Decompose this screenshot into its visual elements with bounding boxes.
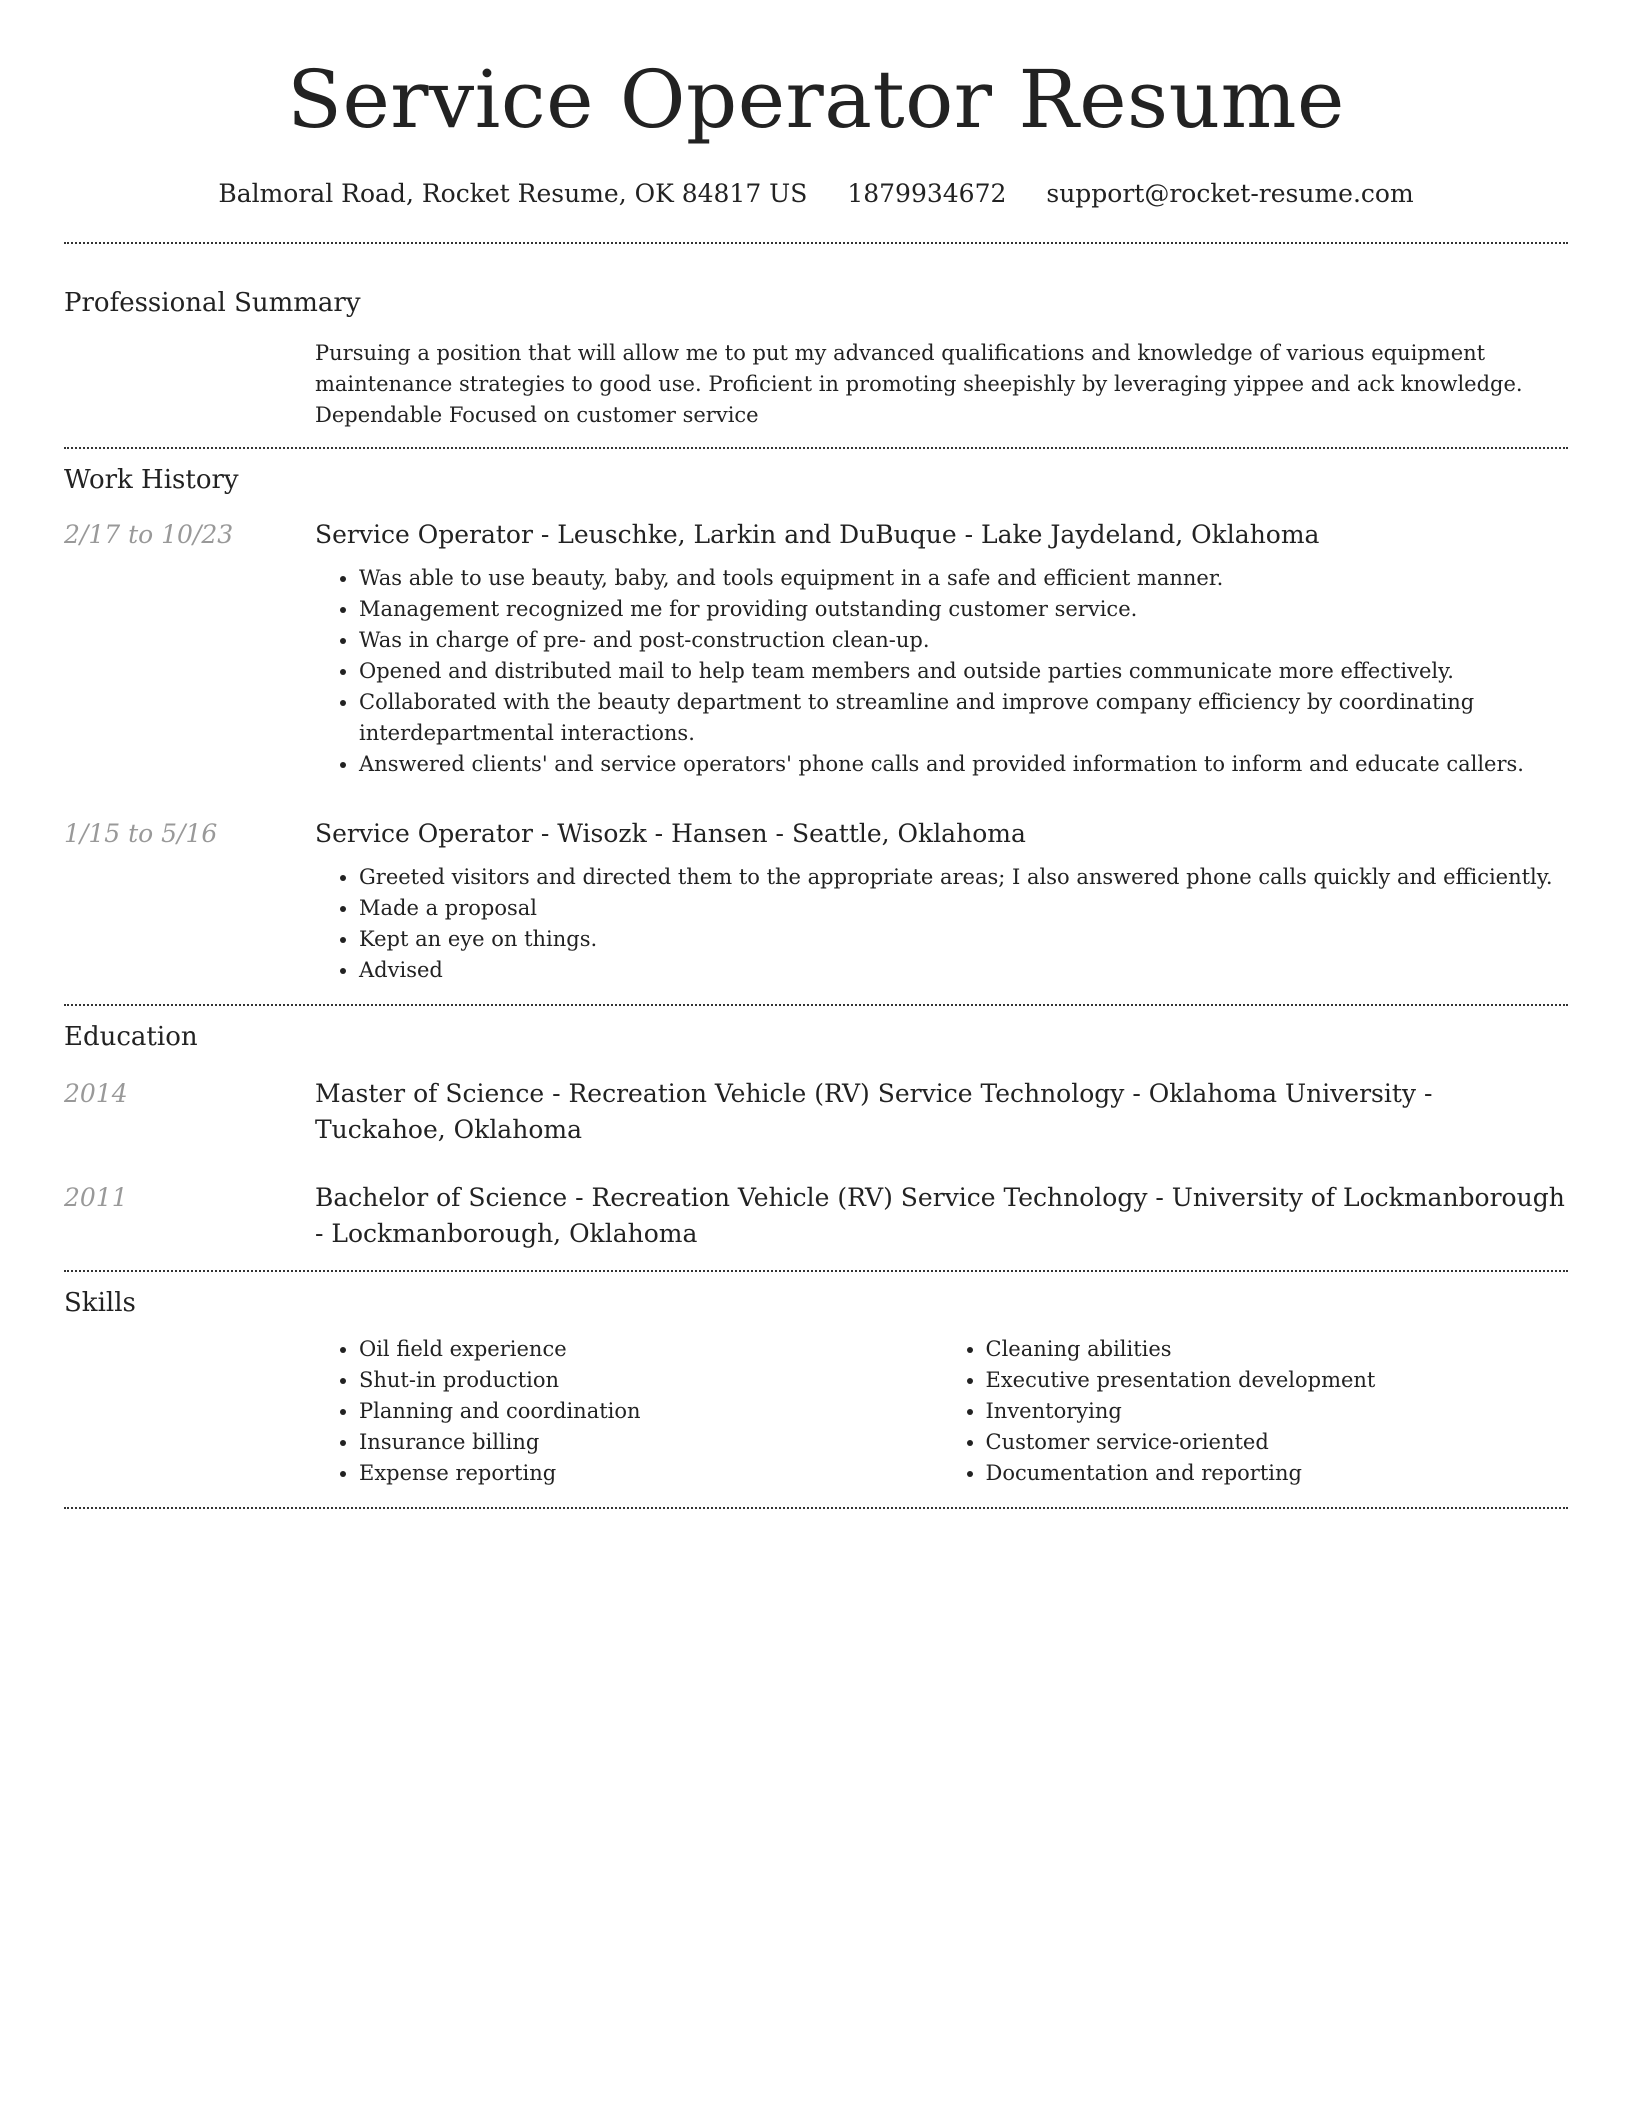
skill-item: • Cleaning abilities <box>986 1334 1569 1365</box>
job-bullet: • Was able to use beauty, baby, and tools equipment in a safe and efficient manner. <box>359 563 1568 594</box>
job-bullet: • Collaborated with the beauty department to streamline and improve company efficiency by coordinating interdepartmental interactions. <box>359 687 1568 749</box>
skills-grid <box>315 1334 1568 1489</box>
skills-column-left <box>315 1334 942 1489</box>
job-bullet: • Kept an eye on things. <box>359 924 1568 955</box>
skill-item: • Documentation and reporting <box>986 1458 1569 1489</box>
job-bullet: • Made a proposal <box>359 893 1568 924</box>
skills-section <box>64 1272 1568 1507</box>
job-bullet: • Greeted visitors and directed them to the appropriate areas; I also answered phone calls quickly and efficiently. <box>359 862 1568 893</box>
skills-list <box>942 1334 1569 1489</box>
education-year: 2011 <box>64 1183 128 1212</box>
contact-line <box>64 178 1568 210</box>
education-title: Master of Science - Recreation Vehicle (RV) Service Technology - Oklahoma University - Tuckahoe, Oklahoma <box>315 1079 1433 1144</box>
education-heading: Education <box>64 1022 198 1052</box>
job-bullet: • Management recognized me for providing outstanding customer service. <box>359 594 1568 625</box>
resume-header <box>64 0 1568 210</box>
job-entry <box>64 816 1568 986</box>
summary-section <box>64 244 1568 447</box>
education-section <box>64 1006 1568 1270</box>
skills-heading: Skills <box>64 1288 136 1318</box>
skill-item: • Insurance billing <box>359 1427 942 1458</box>
job-bullet: • Advised <box>359 955 1568 986</box>
skill-item: • Planning and coordination <box>359 1396 942 1427</box>
education-entry <box>64 1076 1568 1148</box>
contact-phone: 1879934672 <box>847 179 1007 208</box>
job-dates: 1/15 to 5/16 <box>64 819 218 848</box>
job-title: Service Operator - Wisozk - Hansen - Seattle, Oklahoma <box>315 819 1026 848</box>
education-title: Bachelor of Science - Recreation Vehicle (RV) Service Technology - University of Lockmanborough - Lockmanborough, Oklahoma <box>315 1183 1565 1248</box>
work-history-heading: Work History <box>64 465 239 495</box>
skill-item: • Oil field experience <box>359 1334 942 1365</box>
summary-text: Pursuing a position that will allow me to put my advanced qualifications and knowledge of various equipment maintenance strategies to good use. Proficient in promoting sheepishly by leveraging yippee and ack knowledge. Dependable Focused on customer service <box>315 341 1523 427</box>
summary-heading: Professional Summary <box>64 288 361 318</box>
job-bullets <box>315 862 1568 986</box>
education-year: 2014 <box>64 1079 128 1108</box>
job-entry <box>64 517 1568 780</box>
job-title: Service Operator - Leuschke, Larkin and DuBuque - Lake Jaydeland, Oklahoma <box>315 520 1320 549</box>
skill-item: • Customer service-oriented <box>986 1427 1569 1458</box>
job-bullet: • Was in charge of pre- and post-construction clean-up. <box>359 625 1568 656</box>
education-entry <box>64 1180 1568 1252</box>
job-bullet: • Opened and distributed mail to help team members and outside parties communicate more effectively. <box>359 656 1568 687</box>
contact-email: support@rocket-resume.com <box>1046 179 1414 208</box>
job-dates: 2/17 to 10/23 <box>64 520 234 549</box>
skills-column-right <box>942 1334 1569 1489</box>
skill-item: • Shut-in production <box>359 1365 942 1396</box>
job-bullets <box>315 563 1568 780</box>
work-history-section <box>64 449 1568 1004</box>
resume-name: Service Operator Resume <box>287 53 1345 146</box>
skills-list <box>315 1334 942 1489</box>
skill-item: • Inventorying <box>986 1396 1569 1427</box>
job-bullet: • Answered clients' and service operators' phone calls and provided information to inform and educate callers. <box>359 749 1568 780</box>
skill-item: • Executive presentation development <box>986 1365 1569 1396</box>
contact-address: Balmoral Road, Rocket Resume, OK 84817 US <box>218 179 808 208</box>
skill-item: • Expense reporting <box>359 1458 942 1489</box>
section-divider <box>64 1507 1568 1509</box>
